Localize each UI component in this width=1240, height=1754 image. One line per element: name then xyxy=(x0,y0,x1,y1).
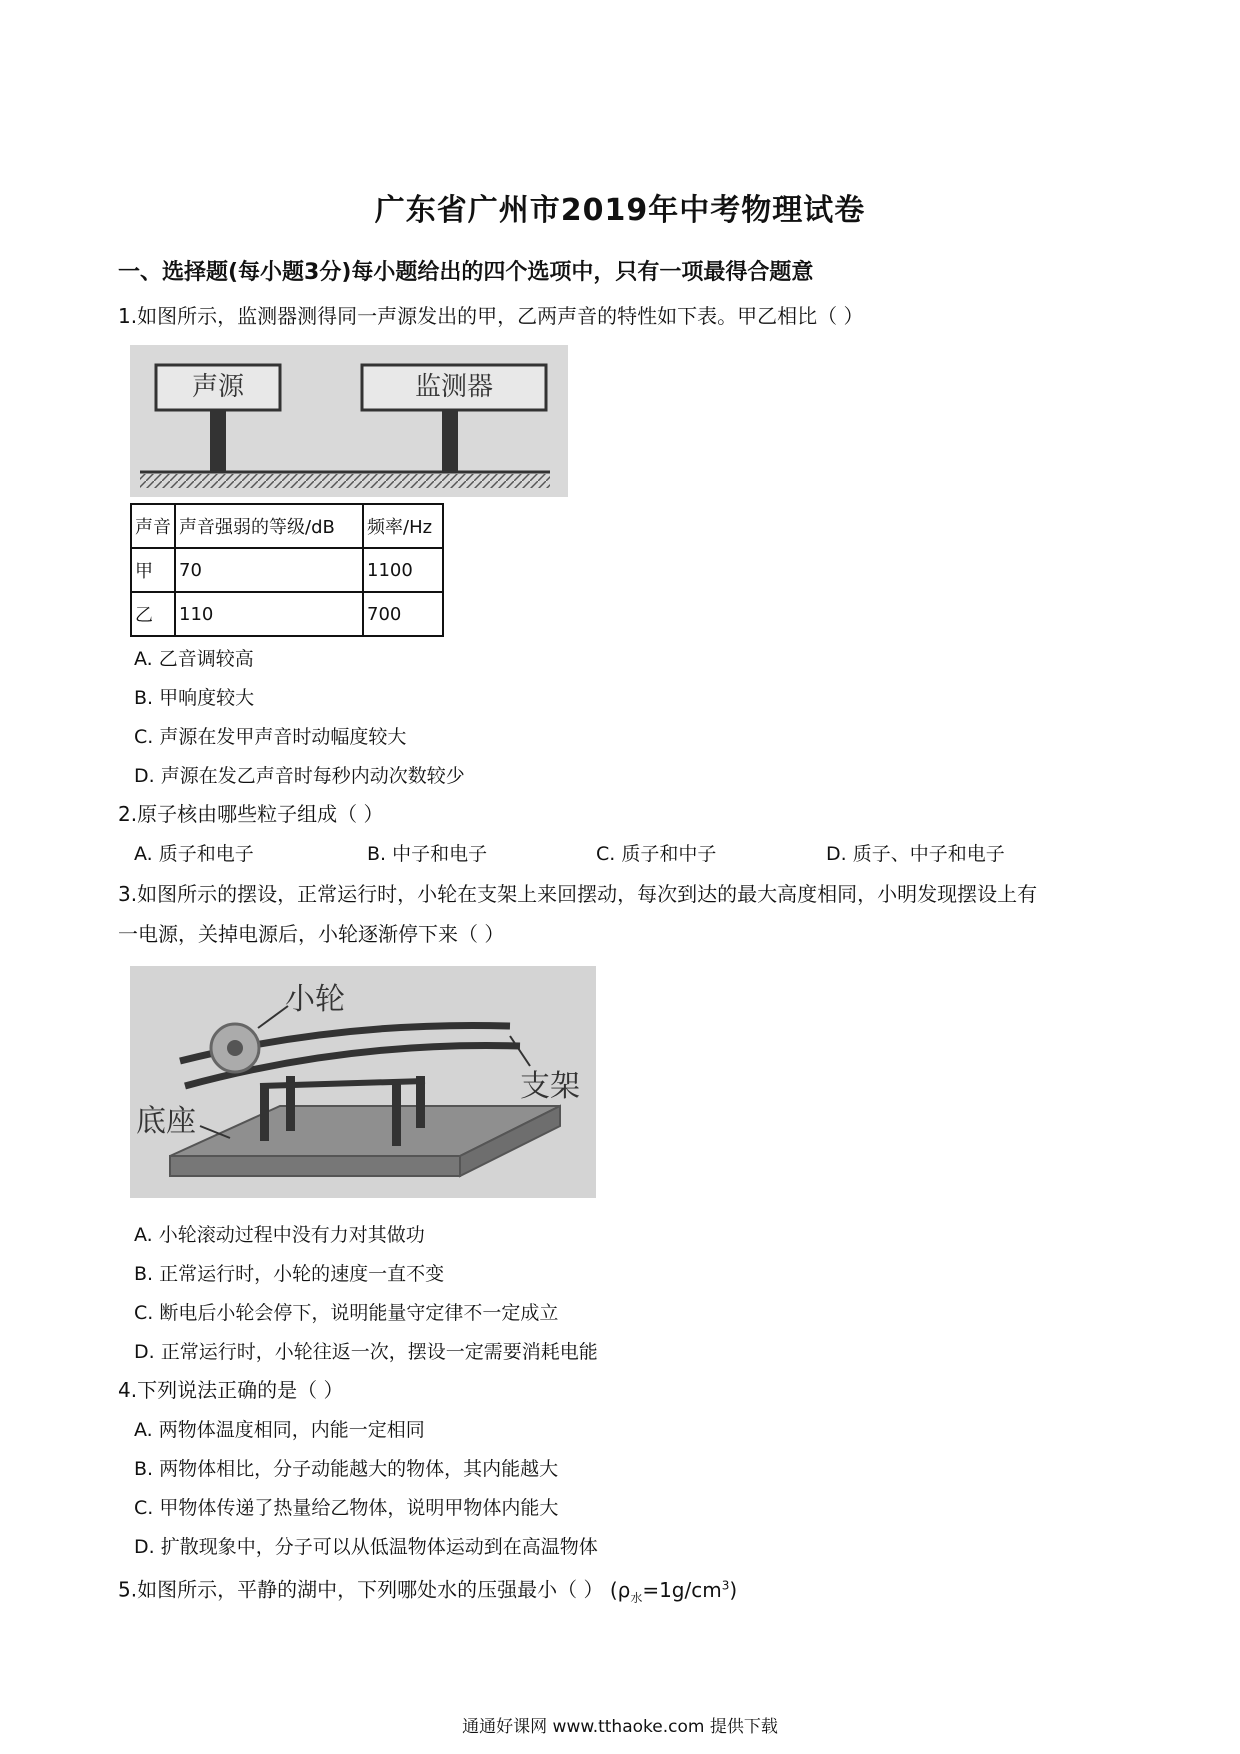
table-cell: 700 xyxy=(363,592,443,636)
q1-stem: 1.如图所示，监测器测得同一声源发出的甲，乙两声音的特性如下表。甲乙相比（ ） xyxy=(118,304,864,328)
q4-option-c: C. 甲物体传递了热量给乙物体，说明甲物体内能大 xyxy=(134,1497,559,1519)
q3-figure xyxy=(130,966,596,1198)
bracket-label: 支架 xyxy=(520,1069,580,1104)
q5-density-note: $(\rho_水=1g/cm^3)$ xyxy=(609,1577,738,1605)
table-cell: 110 xyxy=(175,592,363,636)
q5-stem: 5.如图所示，平静的湖中，下列哪处水的压强最小（ ） xyxy=(118,1577,604,1602)
q3-stem-line1: 3.如图所示的摆设，正常运行时，小轮在支架上来回摆动，每次到达的最大高度相同，小明发现摆设上有 xyxy=(118,882,1038,906)
sound-table xyxy=(130,503,444,637)
table-cell: 70 xyxy=(175,548,363,592)
small-wheel-label: 小轮 xyxy=(285,982,345,1017)
q3-stem-line2: 一电源，关掉电源后，小轮逐渐停下来（ ） xyxy=(118,922,505,946)
table-header: 声音强弱的等级/dB xyxy=(175,504,363,548)
q4-stem: 4.下列说法正确的是（ ） xyxy=(118,1378,344,1402)
table-cell: 乙 xyxy=(131,592,175,636)
table-header: 声音 xyxy=(131,504,175,548)
q2-stem: 2.原子核由哪些粒子组成（ ） xyxy=(118,802,384,826)
footer-credit: 通通好课网 www.tthaoke.com 提供下载 xyxy=(462,1717,778,1737)
q4-option-a: A. 两物体温度相同，内能一定相同 xyxy=(134,1419,425,1441)
q1-option-d: D. 声源在发乙声音时每秒内动次数较少 xyxy=(134,765,465,787)
q2-option-a: A. 质子和电子 xyxy=(134,843,254,865)
table-row xyxy=(131,592,443,636)
page-title: 广东省广州市2019年中考物理试卷 xyxy=(374,193,866,228)
q1-option-b: B. 甲响度较大 xyxy=(134,687,255,709)
q1-option-c: C. 声源在发甲声音时动幅度较大 xyxy=(134,726,407,748)
q1-option-a: A. 乙音调较高 xyxy=(134,648,254,670)
monitor-label: 监测器 xyxy=(414,372,493,402)
density-superscript: 3 xyxy=(721,1578,730,1592)
section-heading: 一、选择题(每小题3分)每小题给出的四个选项中，只有一项最得合题意 xyxy=(118,260,814,285)
table-cell: 甲 xyxy=(131,548,175,592)
table-header: 频率/Hz xyxy=(363,504,443,548)
q2-option-d: D. 质子、中子和电子 xyxy=(826,843,1005,865)
q3-option-b: B. 正常运行时，小轮的速度一直不变 xyxy=(134,1263,445,1285)
q2-option-c: C. 质子和中子 xyxy=(596,843,717,865)
q3-option-a: A. 小轮滚动过程中没有力对其做功 xyxy=(134,1224,425,1246)
density-subscript: 水 xyxy=(630,1590,643,1605)
table-header-row xyxy=(131,504,443,548)
q5-stem-line xyxy=(118,1571,737,1612)
q3-option-c: C. 断电后小轮会停下，说明能量守定律不一定成立 xyxy=(134,1302,559,1324)
q4-option-b: B. 两物体相比，分子动能越大的物体，其内能越大 xyxy=(134,1458,559,1480)
q3-option-d: D. 正常运行时，小轮往返一次，摆设一定需要消耗电能 xyxy=(134,1341,598,1363)
q1-figure xyxy=(130,345,568,497)
q2-option-b: B. 中子和电子 xyxy=(367,843,488,865)
sound-source-label: 声源 xyxy=(191,372,244,402)
table-cell: 1100 xyxy=(363,548,443,592)
table-row xyxy=(131,548,443,592)
q4-option-d: D. 扩散现象中，分子可以从低温物体运动到在高温物体 xyxy=(134,1536,598,1558)
base-label: 底座 xyxy=(136,1104,196,1139)
